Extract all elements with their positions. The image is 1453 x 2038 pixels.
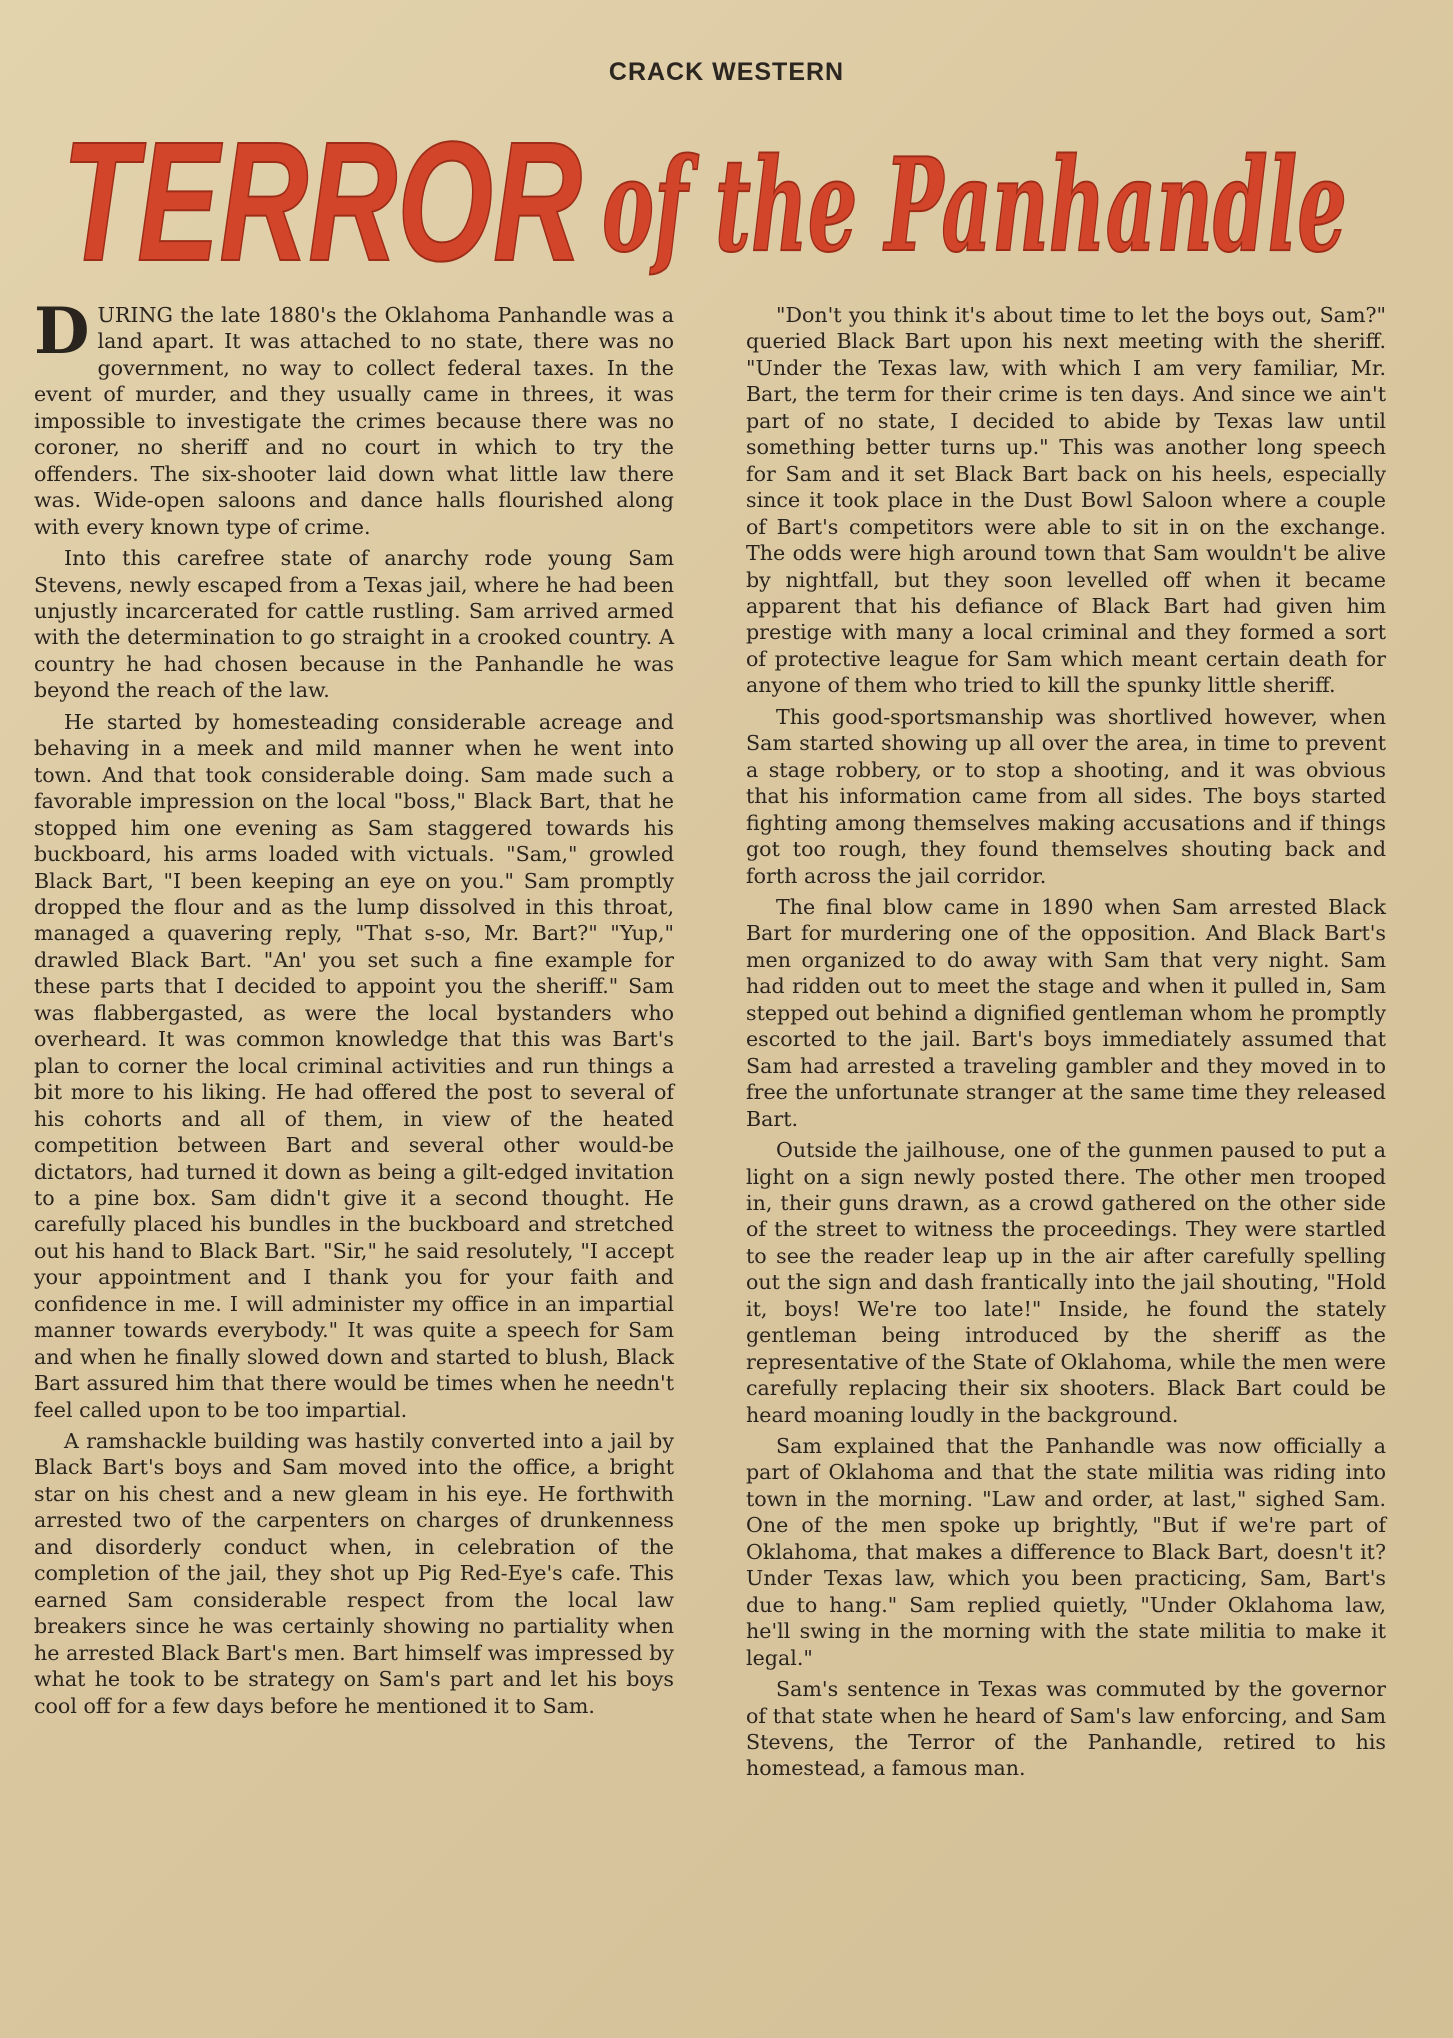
right-column	[746, 302, 1386, 1782]
drop-cap: D	[34, 294, 90, 369]
paragraph-1	[34, 294, 674, 540]
paragraph-6: This good-sportsmanship was shortlived however, when Sam started showing up all over the area, in time to prevent a stage robbery, or to stop a shooting, and it was obvious that his information came from all sides. The boys started fighting among themselves making accusations and if things got too rough, they found themselves shouting back and forth across the jail corridor.	[746, 704, 1386, 888]
paragraph-9: Sam explained that the Panhandle was now officially a part of Oklahoma and that the state militia was riding into town in the morning. "Law and order, at last," sighed Sam. One of the men spoke up brightly, "But if we're part of Oklahoma, that makes a difference to Black Bart, doesn't it? Under Texas law, which you been practicing, Sam, Bart's due to hang." Sam replied quietly, "Under Oklahoma law, he'll swing in the morning with the state militia to make it legal."	[746, 1434, 1386, 1670]
paragraph-8: Outside the jailhouse, one of the gunmen paused to put a light on a sign newly posted there. The other men trooped in, their guns drawn, as a crowd gathered on the other side of the street to witness the proceedings. They were startled to see the reader leap up in the air after carefully spelling out the sign and dash frantically into the jail shouting, "Hold it, boys! We're too late!" Inside, he found the stately gentleman being introduced by the sheriff as the representative of the State of Oklahoma, while the men were carefully replacing their six shooters. Black Bart could be heard moaning loudly in the background.	[746, 1138, 1386, 1427]
paragraph-10: Sam's sentence in Texas was commuted by the governor of that state when he heard of Sam's law enforcing, and Sam Stevens, the Terror of the Panhandle, retired to his homestead, a famous man.	[746, 1677, 1386, 1781]
story-title	[62, 100, 1352, 280]
paragraph-4: A ramshackle building was hastily converted into a jail by Black Bart's boys and Sam moved into the office, a bright star on his chest and a new gleam in his eye. He forthwith arrested two of the carpenters on charges of drunkenness and disorderly conduct when, in celebration of the completion of the jail, they shot up Pig Red-Eye's cafe. This earned Sam considerable respect from the local law breakers since he was certainly showing no partiality when he arrested Black Bart's men. Bart himself was impressed by what he took to be strategy on Sam's part and let his boys cool off for a few days before he mentioned it to Sam.	[34, 1429, 674, 1718]
paragraph-text: URING the late 1880's the Oklahoma Panhandle was a land apart. It was attached to no state, there was no government, no way to collect federal taxes. In the event of murder, and they usually came in threes, it was impossible to investigate the crimes because there was no coroner, no sheriff and no court in which to try the offenders. The six-shooter laid down what little law there was. Wide-open saloons and dance halls flourished along with every known type of crime.	[34, 303, 674, 539]
paragraph-3: He started by homesteading considerable acreage and behaving in a meek and mild manner when he went into town. And that took considerable doing. Sam made such a favorable impression on the local "boss," Black Bart, that he stopped him one evening as Sam staggered towards his buckboard, his arms loaded with victuals. "Sam," growled Black Bart, "I been keeping an eye on you." Sam promptly dropped the flour and as the lump dissolved in this throat, managed a quavering reply, "That s-so, Mr. Bart?" "Yup," drawled Black Bart. "An' you set such a fine example for these parts that I decided to appoint you the sheriff." Sam was flabbergasted, as were the local bystanders who overheard. It was common knowledge that this was Bart's plan to corner the local criminal activities and run things a bit more to his liking. He had offered the post to several of his cohorts and all of them, in view of the heated competition between Bart and several other would-be dictators, had turned it down as being a gilt-edged invitation to a pine box. Sam didn't give it a second thought. He carefully placed his bundles in the buckboard and stretched out his hand to Black Bart. "Sir," he said resolutely, "I accept your appointment and I thank you for your faith and confidence in me. I will administer my office in an impartial manner towards everybody." It was quite a speech for Sam and when he finally slowed down and started to blush, Black Bart assured him that there would be times when he needn't feel called upon to be too impartial.	[34, 709, 674, 1422]
title-rest: of the Panhandle	[602, 131, 1347, 280]
paragraph-7: The final blow came in 1890 when Sam arrested Black Bart for murdering one of the opposition. And Black Bart's men organized to do away with Sam that very night. Sam had ridden out to meet the stage and when it pulled in, Sam stepped out behind a dignified gentleman whom he promptly escorted to the jail. Bart's boys immediately assumed that Sam had arrested a traveling gambler and they moved in to free the unfortunate stranger at the same time they released Bart.	[746, 894, 1386, 1131]
paragraph-2: Into this carefree state of anarchy rode young Sam Stevens, newly escaped from a Texas jail, where he had been unjustly incarcerated for cattle rustling. Sam arrived armed with the determination to go straight in a crooked country. A country he had chosen because in the Panhandle he was beyond the reach of the law.	[34, 546, 674, 703]
story-columns	[34, 294, 1386, 1782]
title-main: TERROR	[62, 107, 582, 280]
left-column	[34, 294, 674, 1782]
magazine-header: CRACK WESTERN	[608, 58, 845, 86]
paragraph-5: "Don't you think it's about time to let the boys out, Sam?" queried Black Bart upon his next meeting with the sheriff. "Under the Texas law, with which I am very familiar, Mr. Bart, the term for their crime is ten days. And since we ain't part of no state, I decided to abide by Texas law until something better turns up." This was another long speech for Sam and it set Black Bart back on his heels, especially since it took place in the Dust Bowl Saloon where a couple of Bart's competitors were able to sit in on the exchange. The odds were high around town that Sam wouldn't be alive by nightfall, but they soon levelled off when it became apparent that his defiance of Black Bart had given him prestige with many a local criminal and they formed a sort of protective league for Sam which meant certain death for anyone of them who tried to kill the spunky little sheriff.	[746, 303, 1386, 698]
story-title-art	[62, 100, 1352, 280]
